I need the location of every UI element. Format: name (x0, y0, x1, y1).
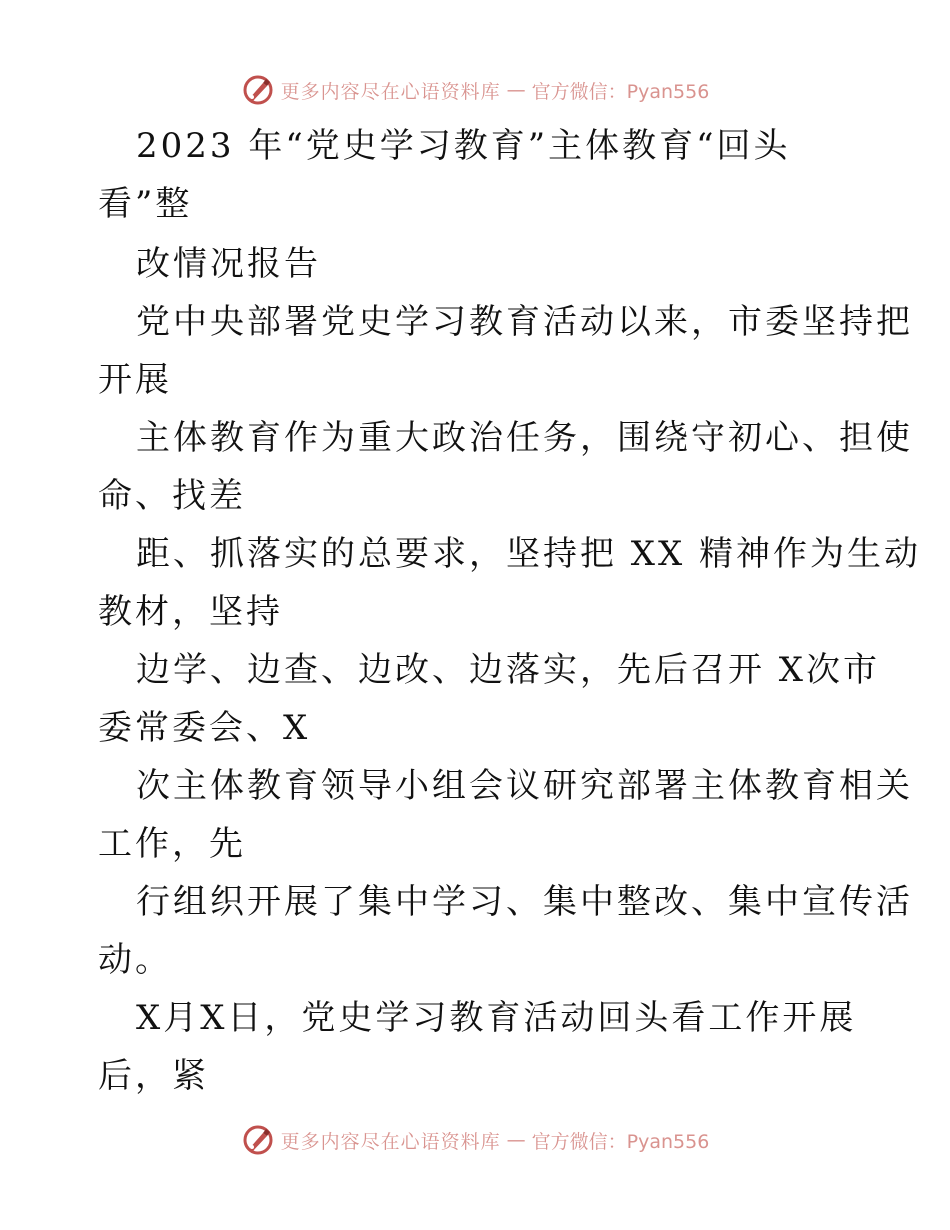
paragraph-line: 主体教育作为重大政治任务，围绕守初心、担使 (136, 418, 913, 458)
watermark-header (0, 70, 950, 110)
paragraph-line: 行组织开展了集中学习、集中整改、集中宣传活 (136, 882, 913, 922)
title-line-1: 2023 年“党史学习教育”主体教育“回头 (136, 126, 791, 166)
paragraph-line: 距、抓落实的总要求，坚持把 XX 精神作为生动 (136, 534, 922, 574)
watermark-text: 更多内容尽在心语资料库 (280, 1130, 501, 1153)
watermark-contact: 官方微信：Pyan556 (531, 1130, 710, 1153)
title-line-3: 改情况报告 (136, 244, 321, 284)
paragraph-line: 党中央部署党史学习教育活动以来，市委坚持把 (136, 302, 913, 342)
title-line-2: 看”整 (98, 184, 193, 224)
paragraph-line: 教材，坚持 (98, 592, 283, 632)
pen-logo-icon (241, 1123, 275, 1157)
paragraph-line: 命、找差 (98, 476, 246, 516)
watermark-text: 更多内容尽在心语资料库 (280, 80, 501, 103)
watermark-separator: — (506, 1129, 526, 1151)
paragraph-line: 委常委会、X (98, 708, 311, 748)
watermark-contact: 官方微信：Pyan556 (531, 80, 710, 103)
paragraph-line: X月X日，党史学习教育活动回头看工作开展 (136, 998, 857, 1038)
paragraph-line: 开展 (98, 360, 172, 400)
paragraph-line: 边学、边查、边改、边落实，先后召开 X次市 (136, 650, 881, 690)
watermark-separator: — (506, 79, 526, 101)
paragraph-line: 动。 (98, 940, 172, 980)
paragraph-line: 工作，先 (98, 824, 246, 864)
pen-logo-icon (241, 73, 275, 107)
paragraph-line: 后，紧 (98, 1056, 209, 1096)
paragraph-line: 次主体教育领导小组会议研究部署主体教育相关 (136, 766, 913, 806)
watermark-footer (0, 1120, 950, 1160)
